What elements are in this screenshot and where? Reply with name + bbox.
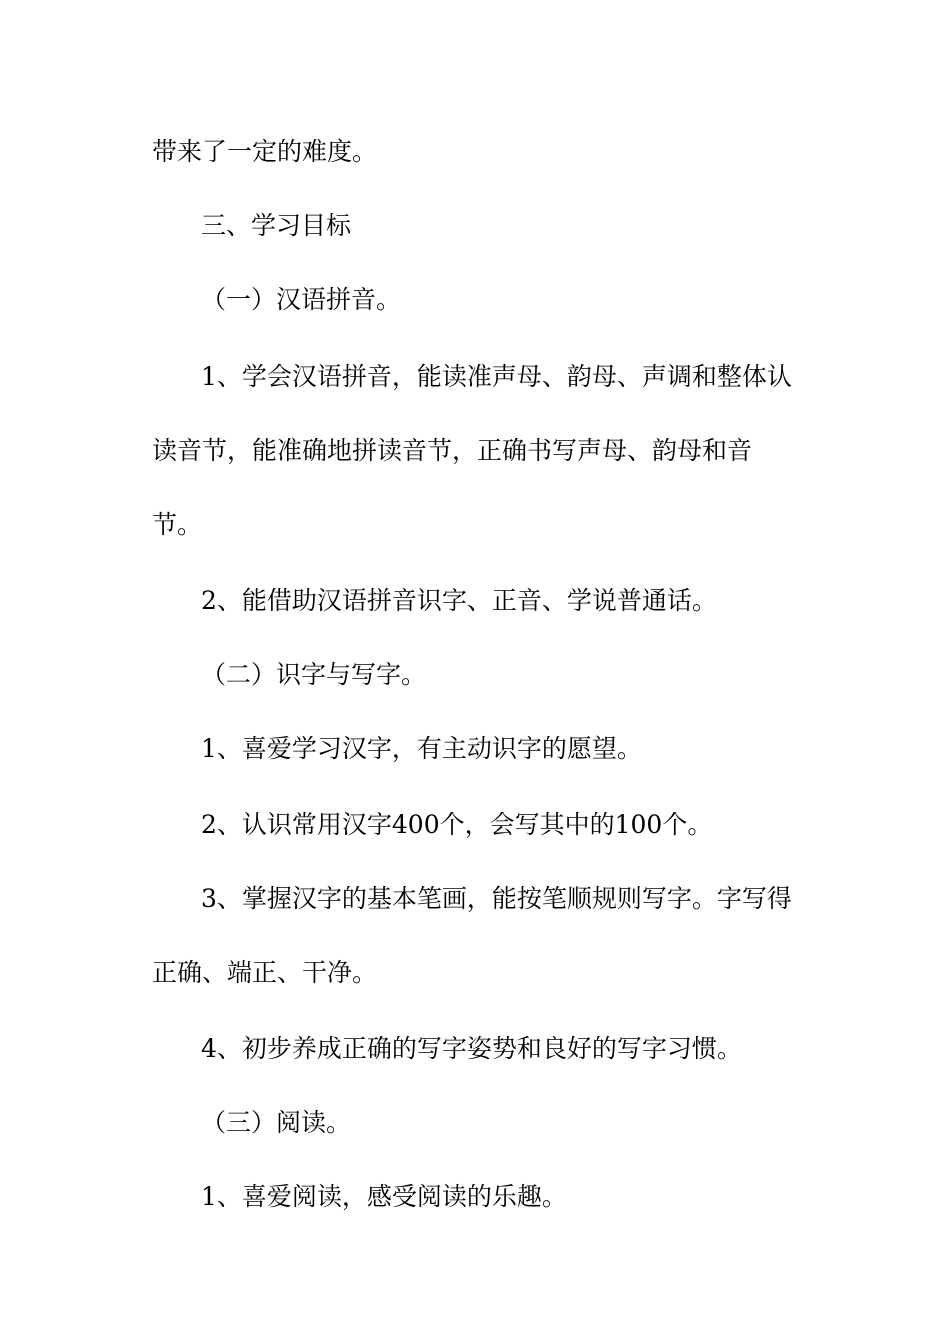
list-item-characters-3-line-1: 3、掌握汉字的基本笔画，能按笔顺规则写字。字写得 [201, 884, 792, 913]
subheading-reading: （三）阅读。 [201, 1108, 352, 1137]
list-item-characters-1: 1、喜爱学习汉字，有主动识字的愿望。 [201, 734, 642, 763]
list-item-pinyin-2: 2、能借助汉语拼音识字、正音、学说普通话。 [201, 586, 717, 615]
list-item-characters-2: 2、认识常用汉字400个，会写其中的100个。 [201, 810, 713, 839]
section-heading-learning-goals: 三、学习目标 [201, 211, 352, 240]
list-item-pinyin-1-line-1: 1、学会汉语拼音，能读准声母、韵母、声调和整体认 [201, 362, 792, 391]
subheading-characters: （二）识字与写字。 [201, 660, 427, 689]
subheading-pinyin: （一）汉语拼音。 [201, 285, 402, 314]
list-item-characters-3-line-2: 正确、端正、干净。 [152, 958, 378, 987]
list-item-pinyin-1-line-3: 节。 [152, 510, 203, 539]
list-item-reading-1: 1、喜爱阅读，感受阅读的乐趣。 [201, 1182, 567, 1211]
list-item-characters-4: 4、初步养成正确的写字姿势和良好的写字习惯。 [201, 1034, 742, 1063]
text-line-continuation: 带来了一定的难度。 [152, 137, 378, 166]
list-item-pinyin-1-line-2: 读音节，能准确地拼读音节，正确书写声母、韵母和音 [152, 436, 753, 465]
